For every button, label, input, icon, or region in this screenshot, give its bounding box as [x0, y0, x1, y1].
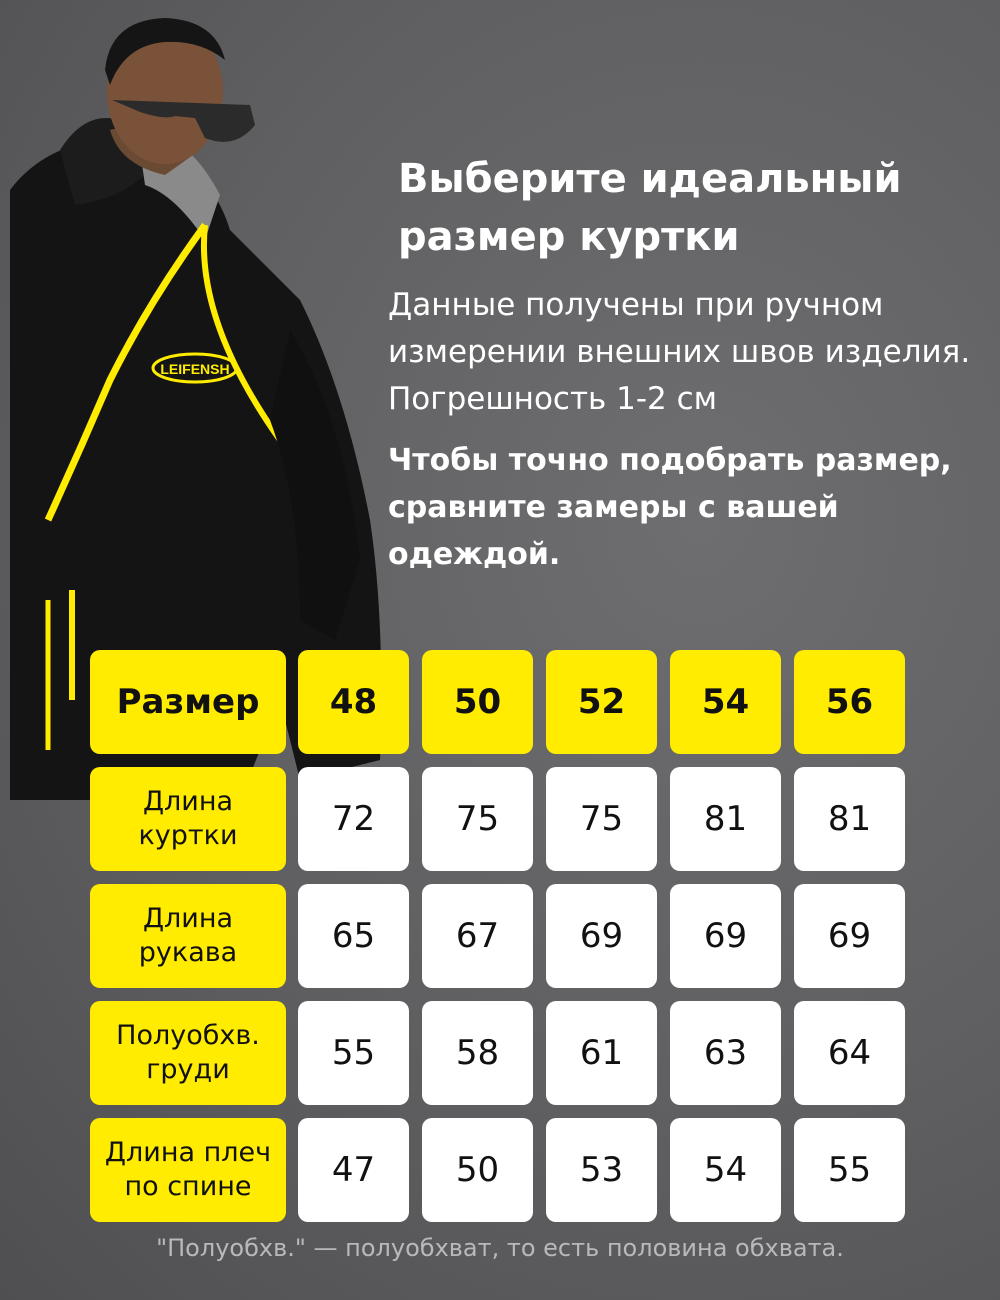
row-label: Длина рукава [90, 884, 286, 988]
measurement-cell: 75 [546, 767, 657, 871]
measurement-cell: 64 [794, 1001, 905, 1105]
measurement-description: Данные получены при ручном измерении внешних швов изделия. Погрешность 1-2 см [388, 287, 971, 417]
measurement-cell: 55 [794, 1118, 905, 1222]
measurement-cell: 65 [298, 884, 409, 988]
measurement-cell: 69 [546, 884, 657, 988]
measurement-cell: 63 [670, 1001, 781, 1105]
measurement-cell: 67 [422, 884, 533, 988]
measurement-cell: 58 [422, 1001, 533, 1105]
measurement-cell: 75 [422, 767, 533, 871]
measurement-cell: 72 [298, 767, 409, 871]
measurement-cell: 54 [670, 1118, 781, 1222]
measurement-cell: 81 [670, 767, 781, 871]
size-header-50: 50 [422, 650, 533, 754]
measurement-cell: 69 [794, 884, 905, 988]
size-header-52: 52 [546, 650, 657, 754]
measurement-cell: 81 [794, 767, 905, 871]
footnote: "Полуобхв." — полуобхват, то есть половина обхвата. [156, 1234, 844, 1262]
fitting-advice: Чтобы точно подобрать размер, сравните замеры с вашей одеждой. [388, 443, 952, 572]
size-header-48: 48 [298, 650, 409, 754]
row-label: Полуобхв. груди [90, 1001, 286, 1105]
size-header-56: 56 [794, 650, 905, 754]
page-title: Выберите идеальный размер куртки [398, 156, 902, 260]
size-header-label: Размер [90, 650, 286, 754]
jacket-logo-text: LEIFENSH [160, 361, 230, 377]
size-header-54: 54 [670, 650, 781, 754]
measurement-cell: 50 [422, 1118, 533, 1222]
measurement-cell: 47 [298, 1118, 409, 1222]
measurement-cell: 53 [546, 1118, 657, 1222]
measurement-cell: 69 [670, 884, 781, 988]
measurement-cell: 61 [546, 1001, 657, 1105]
row-label: Длина куртки [90, 767, 286, 871]
row-label: Длина плеч по спине [90, 1118, 286, 1222]
measurement-cell: 55 [298, 1001, 409, 1105]
